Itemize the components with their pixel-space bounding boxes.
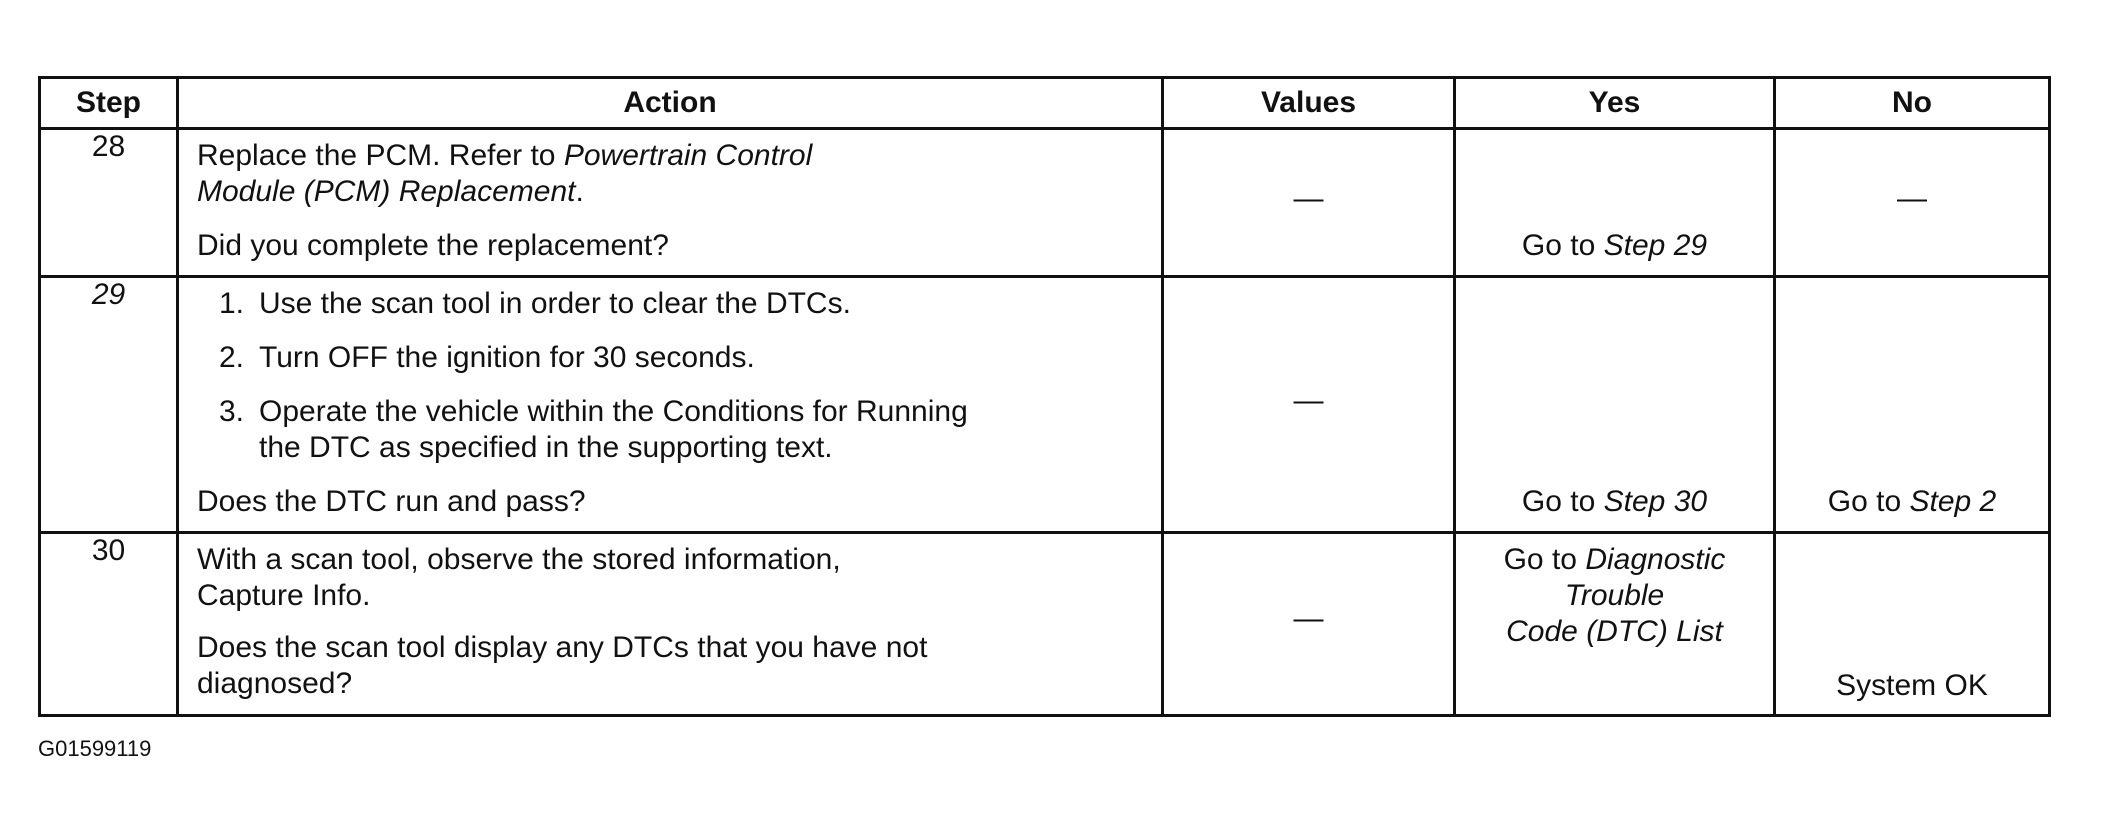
reference-link[interactable]: Code (DTC) List (1506, 615, 1723, 648)
action-intro: Replace the PCM. Refer to Powertrain Control Module (PCM) Replacement. (197, 139, 813, 208)
action-question: Did you complete the replacement? (197, 229, 669, 262)
yes-cell (1455, 129, 1775, 277)
table-row (40, 277, 2050, 533)
header-step: Step (40, 78, 178, 129)
table-row (40, 129, 2050, 277)
values-cell (1163, 277, 1455, 533)
action-cell (178, 277, 1163, 533)
step-link[interactable]: Step 29 (1603, 229, 1708, 262)
no-cell (1775, 129, 2050, 277)
table-header-row (40, 78, 2050, 129)
action-intro: With a scan tool, observe the stored information, Capture Info. (197, 543, 841, 612)
no-dash: — (1897, 182, 1927, 215)
action-question: Does the DTC run and pass? (197, 485, 586, 518)
figure-id: G01599119 (38, 736, 152, 761)
reference-link[interactable]: Powertrain Control (563, 139, 813, 172)
list-item: 2. Turn OFF the ignition for 30 seconds. (219, 341, 755, 374)
action-question: Does the scan tool display any DTCs that you have not diagnosed? (197, 631, 928, 700)
step-number: 30 (40, 533, 178, 716)
yes-goto: Go to Step 30 (1521, 485, 1708, 518)
values-dash: — (1293, 602, 1324, 635)
diagnostic-table (38, 76, 2051, 717)
header-yes: Yes (1455, 78, 1775, 129)
no-goto: Go to Step 2 (1827, 485, 1997, 518)
action-cell (178, 129, 1163, 277)
no-cell (1775, 277, 2050, 533)
header-values: Values (1163, 78, 1455, 129)
yes-goto: Go to Step 29 (1521, 229, 1708, 262)
values-dash: — (1293, 384, 1324, 417)
yes-cell (1455, 277, 1775, 533)
reference-link[interactable]: Trouble (1564, 579, 1665, 612)
header-action: Action (178, 78, 1163, 129)
step-link[interactable]: Step 30 (1603, 485, 1708, 518)
table-row (40, 533, 2050, 716)
values-cell (1163, 129, 1455, 277)
reference-link[interactable]: Diagnostic (1585, 543, 1726, 576)
header-no: No (1775, 78, 2050, 129)
step-number: 28 (40, 129, 178, 277)
step-number: 29 (40, 277, 178, 533)
no-result: System OK (1836, 669, 1988, 702)
list-item: 1. Use the scan tool in order to clear the DTCs. (219, 287, 851, 320)
no-cell (1775, 533, 2050, 716)
yes-cell (1455, 533, 1775, 716)
action-cell (178, 533, 1163, 716)
reference-link[interactable]: Module (PCM) Replacement (197, 175, 576, 208)
list-item: 3. Operate the vehicle within the Conditions for Running the DTC as specified in the supporting text. (219, 395, 968, 464)
values-dash: — (1293, 182, 1324, 215)
values-cell (1163, 533, 1455, 716)
step-link[interactable]: Step 2 (1909, 485, 1997, 518)
yes-goto: Go to Diagnostic Trouble Code (DTC) List (1503, 543, 1726, 648)
